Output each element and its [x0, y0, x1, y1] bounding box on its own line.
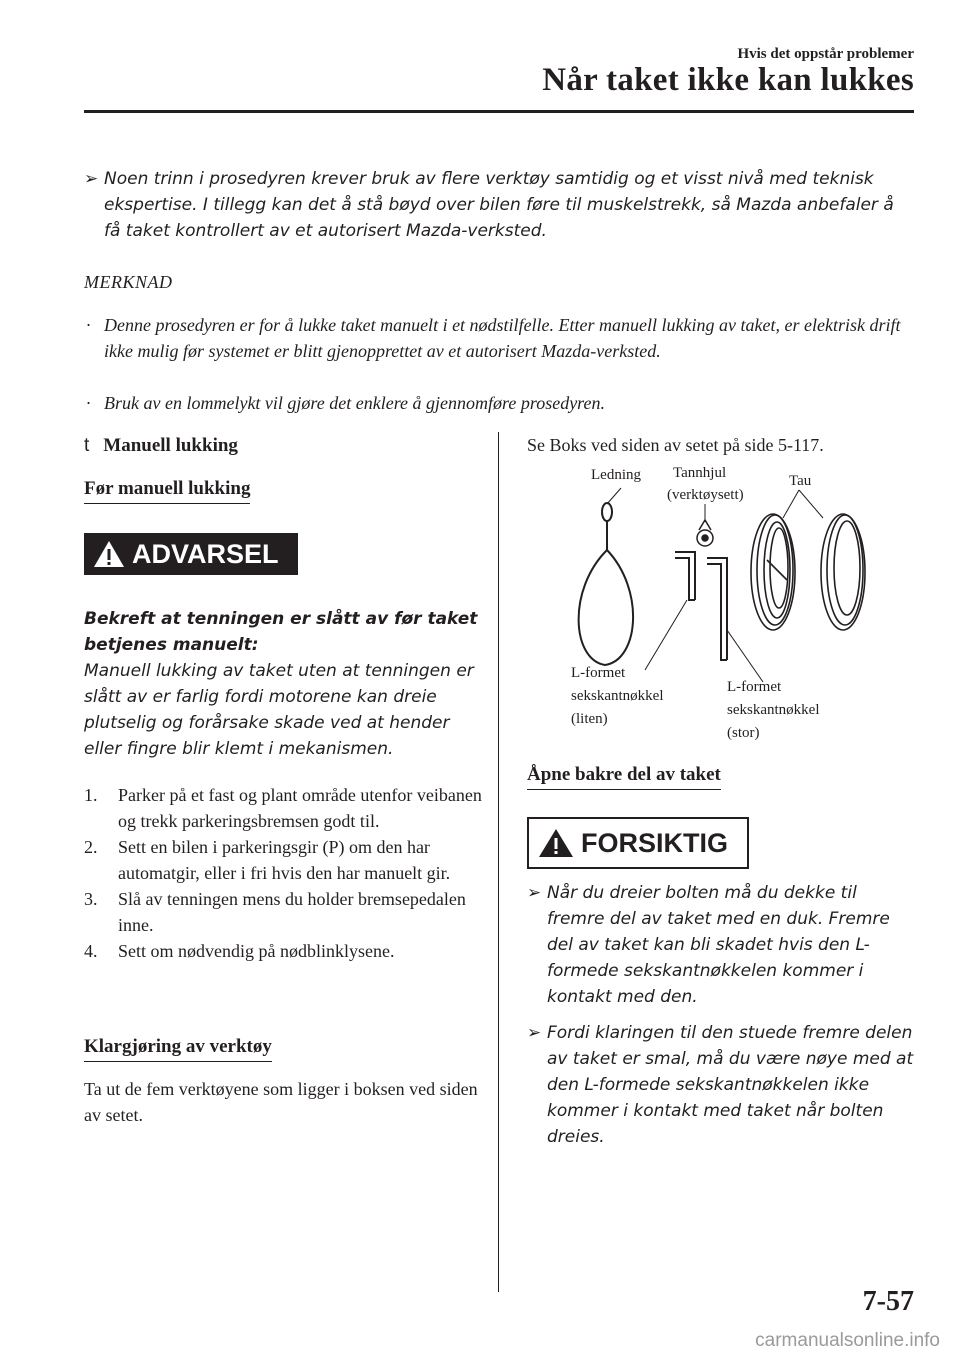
bullet-icon: ·: [86, 393, 91, 413]
warning-badge-label: ADVARSEL: [132, 538, 279, 569]
subheading-before-manual-closing: Før manuell lukking: [84, 478, 250, 504]
subheading-tool-preparation: Klargjøring av verktøy: [84, 1036, 272, 1062]
rope-icon: [751, 514, 865, 630]
step-text: Slå av tenningen mens du holder bremsepedalen inne.: [118, 889, 466, 935]
section-marker: t: [84, 435, 90, 456]
caution-arrow-icon: ➢: [527, 1023, 542, 1043]
note-text: Bruk av en lommelykt vil gjøre det enklere å gjennomføre prosedyren.: [104, 393, 606, 413]
label-gear-1: Tannhjul: [673, 465, 727, 481]
label-small-key-2: sekskantnøkkel: [571, 688, 664, 704]
step-text: Parker på et fast og plant område utenfor veibanen og trekk parkeringsbremsen godt til.: [118, 785, 482, 831]
list-item: [84, 782, 484, 834]
leader-lines: [607, 488, 823, 682]
small-hex-key-icon: [675, 552, 695, 600]
section-heading-text: Manuell lukking: [103, 435, 238, 456]
step-number: 1.: [84, 785, 98, 805]
note-item: [86, 312, 906, 364]
label-large-key-3: (stor): [727, 725, 760, 741]
warning-badge: [84, 533, 298, 575]
caution-text: Når du dreier bolten må du dekke til fremre del av taket med en duk. Fremre del av taket kan bli skadet hvis den L-formede sekskantnøkkelen kommer i kontakt med den.: [547, 883, 890, 1007]
top-caution-text: Noen trinn i prosedyren krever bruk av flere verktøy samtidig og et visst nivå med teknisk ekspertise. I tillegg kan det å stå bøyd over bilen føre til muskelstrekk, så Mazda anbefaler å få taket kontrollert av et autorisert Mazda-verksted.: [104, 169, 894, 241]
section-label: Hvis det oppstår problemer: [737, 46, 914, 62]
warning-text: Manuell lukking av taket uten at tenningen er slått av er farlig fordi motorene kan dreie plutselig og forårsake skade ved at hender eller fingre blir klemt i mekanismen.: [84, 661, 474, 759]
caution-badge: [527, 817, 749, 869]
large-hex-key-icon: [707, 558, 727, 660]
warning-body: [84, 606, 484, 762]
label-large-key-2: sekskantnøkkel: [727, 702, 820, 718]
gear-tool-icon: [697, 520, 713, 546]
note-text: Denne prosedyren er for å lukke taket manuelt i et nødstilfelle. Etter manuell lukking av taket, er elektrisk drift ikke mulig før systemet er blitt gjenopprettet av et autorisert Mazda-verksted.: [104, 315, 901, 361]
step-number: 4.: [84, 941, 98, 961]
wire-loop-icon: [579, 503, 633, 665]
note-label: MERKNAD: [84, 272, 173, 292]
caution-item: [527, 1020, 917, 1150]
step-text: Sett en bilen i parkeringsgir (P) om den har automatgir, eller i fri hvis den har manuelt gir.: [118, 837, 451, 883]
watermark: carmanualsonline.info: [755, 1330, 940, 1351]
header-divider: [84, 110, 914, 113]
label-rope: Tau: [789, 473, 812, 489]
tool-box-text: Ta ut de fem verktøyene som ligger i boksen ved siden av setet.: [84, 1079, 478, 1125]
label-gear-2: (verktøysett): [667, 487, 744, 503]
label-wire: Ledning: [591, 467, 641, 483]
list-item: [84, 886, 484, 938]
caution-text: Fordi klaringen til den stuede fremre delen av taket er smal, må du være nøye med at den L-formede sekskantnøkkelen ikke kommer i kontakt med taket når bolten dreies.: [547, 1023, 914, 1147]
warning-triangle-icon: [537, 827, 575, 859]
tools-illustration: [527, 460, 917, 750]
list-item: [84, 938, 484, 964]
list-item: [84, 834, 484, 886]
caution-arrow-icon: ➢: [84, 169, 99, 189]
bullet-icon: ·: [86, 315, 91, 335]
section-heading: [84, 435, 238, 457]
page-title: Når taket ikke kan lukkes: [542, 62, 914, 98]
label-small-key-3: (liten): [571, 711, 608, 727]
caution-list: [527, 880, 917, 1160]
caution-arrow-icon: ➢: [527, 883, 542, 903]
caution-badge-label: FORSIKTIG: [581, 827, 728, 858]
note-item: [86, 390, 906, 416]
step-number: 2.: [84, 837, 98, 857]
step-text: Sett om nødvendig på nødblinklysene.: [118, 941, 395, 961]
warning-triangle-icon: [92, 539, 126, 569]
caution-item: [527, 880, 917, 1010]
label-large-key-1: L-formet: [727, 679, 782, 695]
subheading-open-rear-roof: Åpne bakre del av taket: [527, 764, 721, 790]
page-number: 7-57: [862, 1286, 914, 1317]
step-number: 3.: [84, 889, 98, 909]
column-divider: [498, 432, 499, 1292]
top-caution-item: [84, 166, 914, 244]
label-small-key-1: L-formet: [571, 665, 626, 681]
reference-text: Se Boks ved siden av setet på side 5-117.: [527, 435, 824, 455]
warning-bold-text: Bekreft at tenningen er slått av før taket betjenes manuelt:: [84, 609, 478, 655]
steps-list: [84, 782, 484, 964]
